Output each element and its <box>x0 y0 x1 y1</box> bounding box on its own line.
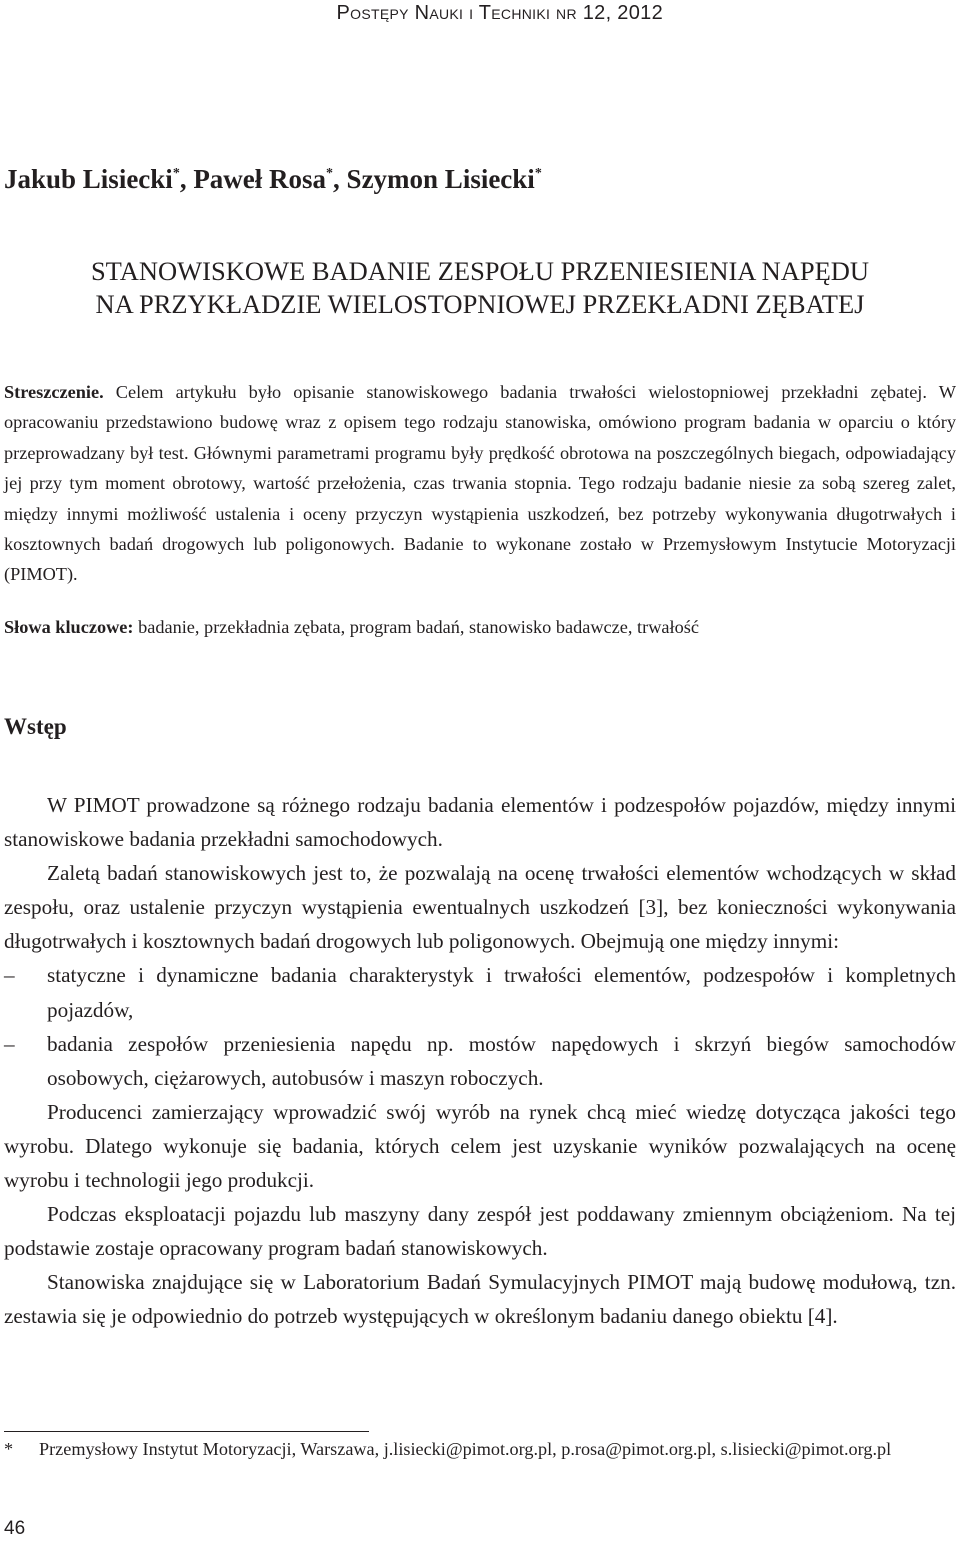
page-number: 46 <box>4 1518 26 1539</box>
footnote-divider <box>4 1431 369 1432</box>
journal-issue: 12, 2012 <box>582 2 663 24</box>
list-item <box>4 1027 956 1095</box>
abstract-label: Streszczenie. <box>4 382 104 402</box>
section-heading: Wstęp <box>4 714 67 739</box>
paper-title-line-2: NA PRZYKŁADZIE WIELOSTOPNIOWEJ PRZEKŁADNI ZĘBATEJ <box>95 289 865 319</box>
keywords <box>4 612 956 642</box>
bullet-list <box>4 958 956 1094</box>
paper-title-line-1: STANOWISKOWE BADANIE ZESPOŁU PRZENIESIENIA NAPĘDU <box>90 256 870 286</box>
keywords-text: badanie, przekładnia zębata, program badań, stanowisko badawcze, trwałość <box>138 617 699 637</box>
body-paragraph: W PIMOT prowadzone są różnego rodzaju badania elementów i podzespołów pojazdów, między innymi stanowiskowe badania przekładni samochodowych. <box>4 793 956 852</box>
list-dash: – <box>4 963 15 988</box>
footnote <box>4 1436 944 1463</box>
author-footnote-mark: * <box>172 166 180 181</box>
author-footnote-mark: * <box>326 166 334 181</box>
body-paragraph: Podczas eksploatacji pojazdu lub maszyny dany zespół jest poddawany zmiennym obciążeniom. Na tej podstawie zostaje opracowany program badań stanowiskowych. <box>4 1202 956 1261</box>
footnote-text: Przemysłowy Instytut Motoryzacji, Warszawa, j.lisiecki@pimot.org.pl, p.rosa@pimot.org.pl, s.lisiecki@pimot.org.pl <box>39 1439 892 1459</box>
body-paragraph: Stanowiska znajdujące się w Laboratorium Badań Symulacyjnych PIMOT mają budowę modułową, tzn. zestawia się je odpowiednio do potrzeb występujących w określonym badaniu danego obiektu [4]. <box>4 1270 956 1329</box>
author-name: Szymon Lisiecki <box>346 164 535 194</box>
footnote-mark: * <box>4 1439 14 1459</box>
author-name: Jakub Lisiecki <box>4 164 173 194</box>
list-dash: – <box>4 1031 15 1056</box>
list-item-text: badania zespołów przeniesienia napędu np. mostów napędowych i skrzyń biegów samochodów osobowych, ciężarowych, autobusów i maszyn roboczych. <box>47 1031 956 1090</box>
section-body <box>4 788 956 1334</box>
list-item <box>4 958 956 1026</box>
author-footnote-mark: * <box>534 166 542 181</box>
keywords-label: Słowa kluczowe: <box>4 617 134 637</box>
abstract <box>4 377 956 590</box>
body-paragraph: Producenci zamierzający wprowadzić swój wyrób na rynek chcą mieć wiedzę dotycząca jakości tego wyrobu. Dlatego wykonuje się badania, których celem jest uzyskanie wyników pozwalających na ocenę wyrobu i technologii jego produkcji. <box>4 1099 956 1193</box>
body-paragraph: Zaletą badań stanowiskowych jest to, że pozwalają na ocenę trwałości elementów wchodzących w skład zespołu, oraz ustalenie przyczyn wystąpienia ewentualnych uszkodzeń [3], bez konieczności wykonywania długotrwałych i kosztownych badań drogowych lub poligonowych. Obejmują one między innymi: <box>4 861 956 954</box>
author-list: Jakub Lisiecki*, Paweł Rosa*, Szymon Lisiecki* <box>4 164 542 194</box>
journal-name: Postępy Nauki i Techniki nr <box>336 2 577 24</box>
abstract-text: Celem artykułu było opisanie stanowiskowego badania trwałości wielostopniowej przekładni zębatej. W opracowaniu przedstawiono budowę wraz z opisem tego rodzaju stanowiska, omówiono program badania w oparciu o który przeprowadzany był test. Głównymi parametrami programu były prędkość obrotowa na poszczególnych biegach, odpowiadający jej przy tym moment obrotowy, wartość przełożenia, czas trwania stopnia. Tego rodzaju badanie niesie za sobą szereg zalet, między innymi możliwość ustalenia i oceny przyczyn wystąpienia uszkodzeń, bez potrzeby wykonywania długotrwałych i kosztownych badań drogowych lub poligonowych. Badanie to wykonane zostało w Przemysłowym Instytucie Motoryzacji (PIMOT). <box>4 382 956 585</box>
running-header <box>337 2 663 25</box>
author-name: Paweł Rosa <box>193 164 327 194</box>
list-item-text: statyczne i dynamiczne badania charakterystyk i trwałości elementów, podzespołów i kompletnych pojazdów, <box>47 963 956 1022</box>
